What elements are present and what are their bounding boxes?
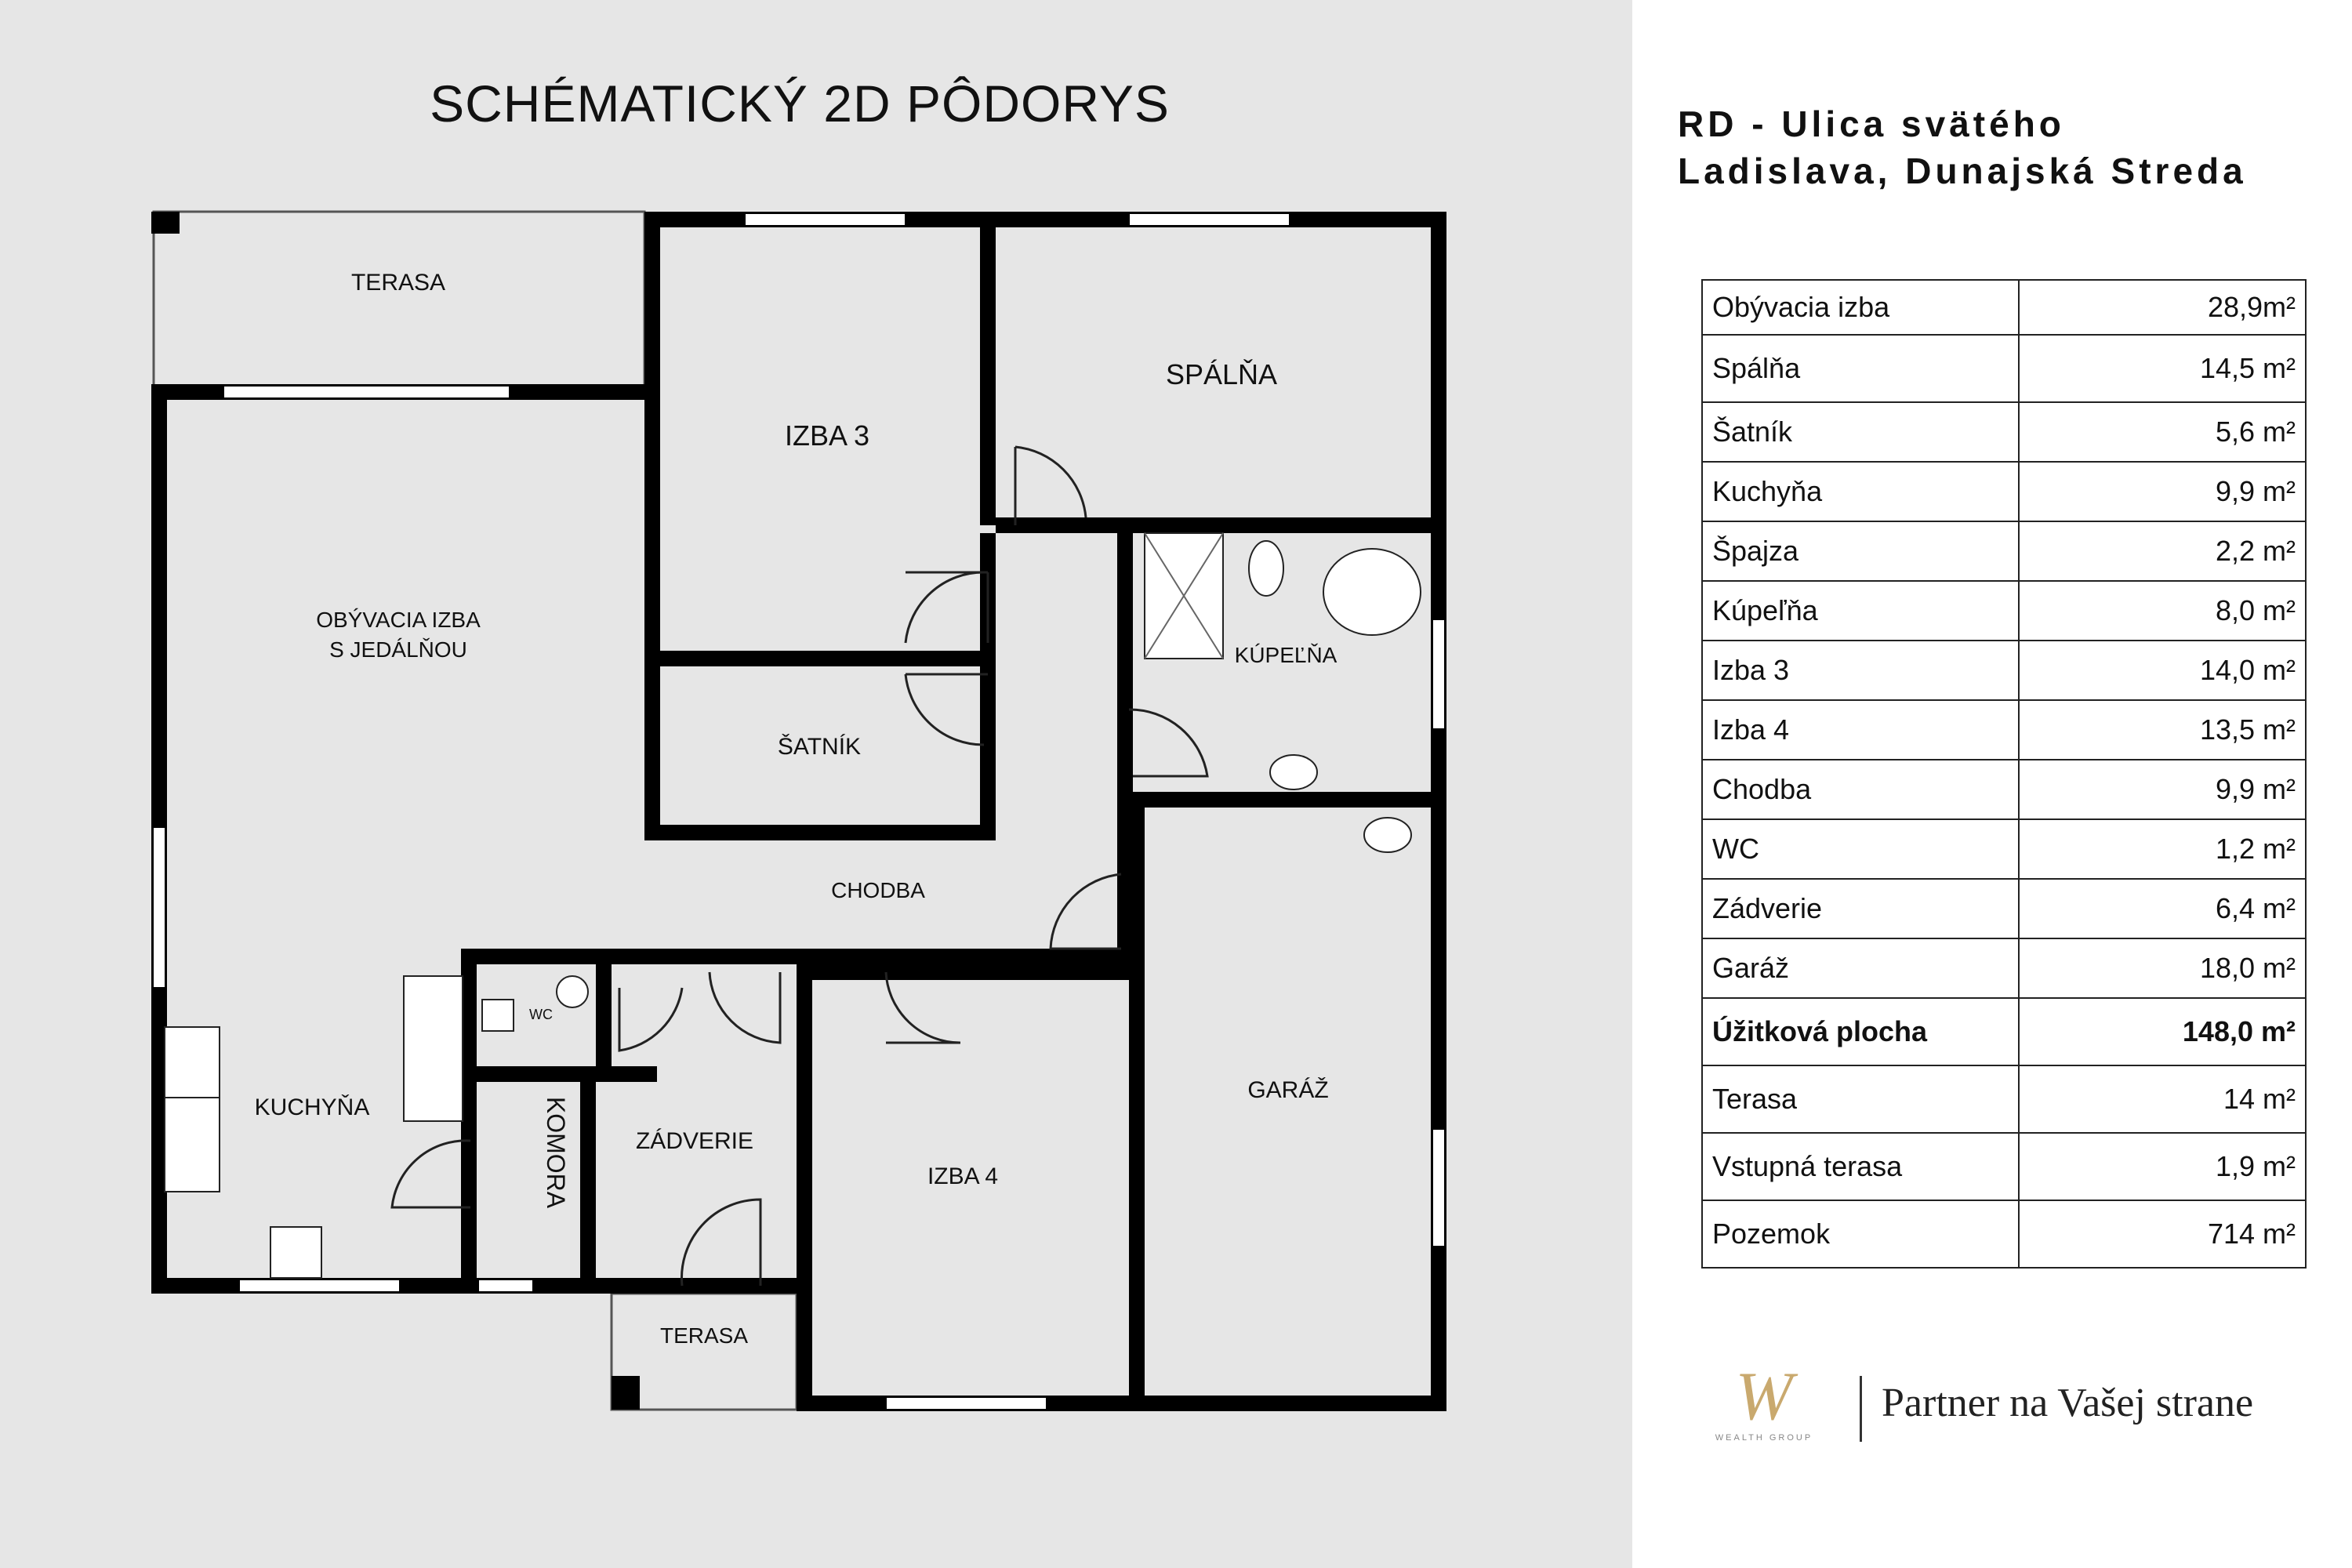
property-title-line2: Ladislava, Dunajská Streda — [1678, 151, 2247, 191]
label-obyvacia-1: OBÝVACIA IZBA — [316, 608, 481, 632]
area-row — [1702, 402, 2306, 462]
area-row — [1702, 1133, 2306, 1200]
plan-title: SCHÉMATICKÝ 2D PÔDORYS — [430, 74, 1170, 132]
property-title-line1: RD - Ulica svätého — [1678, 103, 2065, 144]
label-garaz: GARÁŽ — [1247, 1077, 1329, 1103]
label-chodba: CHODBA — [831, 878, 925, 902]
label-terasa-bottom: TERASA — [659, 1323, 749, 1348]
area-value: 9,9 m² — [2019, 462, 2306, 521]
area-room-name: Vstupná terasa — [1702, 1133, 2019, 1200]
area-room-name: Šatník — [1702, 402, 2019, 462]
area-room-name: Úžitková plocha — [1702, 998, 2019, 1065]
area-room-name: Zádverie — [1702, 879, 2019, 938]
area-row — [1702, 462, 2306, 521]
area-room-name: Terasa — [1702, 1065, 2019, 1133]
logo-subtitle: WEALTH GROUP — [1715, 1433, 1813, 1443]
label-zadverie: ZÁDVERIE — [635, 1128, 754, 1154]
area-room-name: Kuchyňa — [1702, 462, 2019, 521]
area-value: 5,6 m² — [2019, 402, 2306, 462]
area-value: 148,0 m² — [2019, 998, 2306, 1065]
area-value: 14 m² — [2019, 1065, 2306, 1133]
label-kupelna: KÚPEĽŇA — [1234, 643, 1338, 667]
area-room-name: Špajza — [1702, 521, 2019, 581]
area-room-name: Obývacia izba — [1702, 280, 2019, 335]
area-room-name: Chodba — [1702, 760, 2019, 819]
label-obyvacia-2: S JEDÁLŇOU — [329, 637, 467, 662]
area-value: 8,0 m² — [2019, 581, 2306, 641]
area-value: 2,2 m² — [2019, 521, 2306, 581]
area-room-name: Izba 4 — [1702, 700, 2019, 760]
logo-divider — [1860, 1376, 1862, 1442]
area-value: 28,9m² — [2019, 280, 2306, 335]
area-row — [1702, 700, 2306, 760]
area-table — [1701, 279, 2307, 1269]
label-izba3: IZBA 3 — [784, 419, 870, 452]
area-room-name: Kúpeľňa — [1702, 581, 2019, 641]
label-komora: KOMORA — [542, 1096, 570, 1209]
area-value: 14,0 m² — [2019, 641, 2306, 700]
logo-letter: W — [1735, 1359, 1793, 1435]
sink — [1270, 755, 1317, 789]
area-value: 714 m² — [2019, 1200, 2306, 1268]
area-row — [1702, 938, 2306, 998]
label-satnik: ŠATNÍK — [777, 734, 862, 760]
label-kuchyna: KUCHYŇA — [254, 1094, 370, 1120]
area-value: 13,5 m² — [2019, 700, 2306, 760]
area-row — [1702, 1065, 2306, 1133]
area-row — [1702, 641, 2306, 700]
area-value: 1,9 m² — [2019, 1133, 2306, 1200]
wealth-group-logo — [1686, 1352, 1842, 1446]
area-row — [1702, 581, 2306, 641]
area-room-name: WC — [1702, 819, 2019, 879]
area-room-name: Izba 3 — [1702, 641, 2019, 700]
area-row — [1702, 879, 2306, 938]
area-row — [1702, 521, 2306, 581]
area-row — [1702, 819, 2306, 879]
tagline: Partner na Vašej strane — [1882, 1381, 2254, 1425]
area-value: 18,0 m² — [2019, 938, 2306, 998]
area-row — [1702, 335, 2306, 402]
area-row — [1702, 1200, 2306, 1268]
label-wc: WC — [529, 1007, 553, 1022]
area-row — [1702, 998, 2306, 1065]
area-room-name: Pozemok — [1702, 1200, 2019, 1268]
area-value: 9,9 m² — [2019, 760, 2306, 819]
property-title — [1678, 100, 2336, 194]
area-value: 14,5 m² — [2019, 335, 2306, 402]
area-row — [1702, 280, 2306, 335]
label-izba4: IZBA 4 — [927, 1163, 999, 1189]
area-room-name: Garáž — [1702, 938, 2019, 998]
label-terasa-top: TERASA — [350, 270, 446, 296]
area-value: 6,4 m² — [2019, 879, 2306, 938]
room-labels — [255, 270, 1338, 1348]
area-room-name: Spálňa — [1702, 335, 2019, 402]
area-value: 1,2 m² — [2019, 819, 2306, 879]
bathtub — [1323, 549, 1421, 635]
area-row — [1702, 760, 2306, 819]
label-spalna: SPÁLŇA — [1165, 358, 1278, 390]
